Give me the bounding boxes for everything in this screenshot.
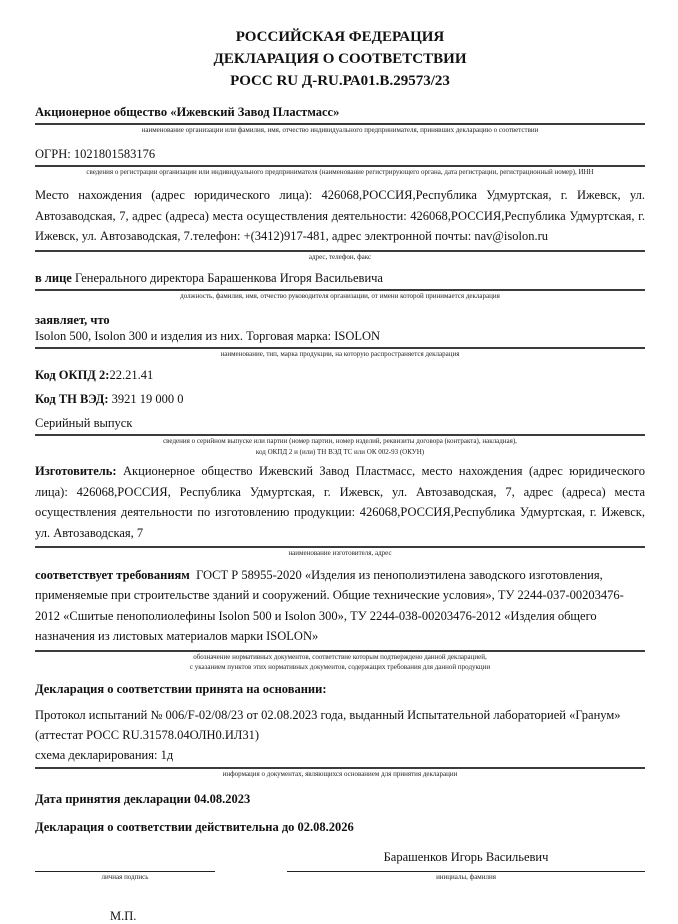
header-number: РОСС RU Д-RU.РА01.В.29573/23 <box>230 73 450 89</box>
signature-placeholder <box>35 849 215 865</box>
header-country: РОССИЙСКАЯ ФЕДЕРАЦИЯ <box>235 29 445 45</box>
okpd-line <box>35 367 645 383</box>
signature-left-column <box>35 849 215 883</box>
stamp-place-label: М.П. <box>110 908 137 923</box>
applicant-name-caption: наименование организации или фамилия, имя, отчество индивидуального предпринимателя, принявших декларацию о соответствии <box>141 126 539 134</box>
applicant-address: Место нахождения (адрес юридического лица): 426068,РОССИЯ,Республика Удмуртская, г. Ижевск, ул. Автозаводская, 7, адрес (адреса) места осуществления деятельности: 426068,РОССИЯ,Республика Удмуртская, г. Ижевск, ул. Автозаводская, 7.телефон: +(3412)917-481, адрес электронной почты: nav@isolon.ru <box>35 188 645 243</box>
declaration-scheme: схема декларирования: 1д <box>35 747 174 762</box>
divider <box>35 767 645 769</box>
applicant-name: Акционерное общество «Ижевский Завод Пластмасс» <box>35 105 340 119</box>
tnved-line <box>35 391 645 407</box>
protocol-paragraph: Протокол испытаний № 006/F-02/08/23 от 02.08.2023 года, выданный Испытательной лабораторией «Гранум» (аттестат РОСС RU.31578.04ОЛН0.ИЛ31) <box>35 707 621 742</box>
manufacturer-value: Акционерное общество Ижевский Завод Пластмасс, место нахождения (адрес юридического лица): 426068,РОССИЯ, Республика Удмуртская, г. Ижевск, ул. Автозаводская, 7, адрес (адреса) места осуществления деятельности по изготовлению продукции: 426068,РОССИЯ,Республика Удмуртская, г. Ижевск, ул. Автозаводская, 7 <box>35 464 645 540</box>
divider <box>35 250 645 252</box>
representative-caption: должность, фамилия, имя, отчество руководителя организации, от имени которой принимается декларация <box>180 292 500 300</box>
tnved-label: Код ТН ВЭД: <box>35 392 109 406</box>
valid-until-date: Декларация о соответствии действительна до 02.08.2026 <box>35 820 354 834</box>
manufacturer-caption: наименование изготовителя, адрес <box>288 549 392 557</box>
personal-signature-caption: личная подпись <box>101 873 149 881</box>
product-name: Isolon 500, Isolon 300 и изделия из них. Торговая марка: ISOLON <box>35 328 381 343</box>
adoption-date: Дата принятия декларации 04.08.2023 <box>35 792 251 806</box>
header-title: ДЕКЛАРАЦИЯ О СООТВЕТСТВИИ <box>213 51 467 67</box>
serial-release: Серийный выпуск <box>35 416 133 430</box>
divider <box>35 165 645 167</box>
okpd-label: Код ОКПД 2: <box>35 368 110 382</box>
compliance-caption-line1: обозначение нормативных документов, соответствие которым подтверждено данной декларацией, <box>193 652 487 661</box>
document-header <box>35 26 645 92</box>
signature-area <box>35 849 645 883</box>
compliance-value: ГОСТ Р 58955-2020 «Изделия из пенополиэтилена заводского изготовления, применяемые при строительстве зданий и сооружений. Общие технические условия», ТУ 2244-037-00203476-2012 «Сшитые пенополиолефины Isolon 500 и Isolon 300», ТУ 2244-038-00203476-2012 «Изделия общего назначения из листовых материалов марки ISOLON» <box>35 567 624 643</box>
initials-surname-caption: инициалы, фамилия <box>436 873 496 881</box>
compliance-caption-line2: с указанием пунктов этих нормативных документов, содержащих требования для данной продукции <box>189 663 491 671</box>
manufacturer-paragraph <box>35 461 645 543</box>
okpd-value: 22.21.41 <box>109 368 154 382</box>
divider <box>35 434 645 436</box>
signature-right-column <box>287 849 645 883</box>
ogrn-caption: сведения о регистрации организации или индивидуального предпринимателя (наименование регистрирующего органа, дата регистрации, регистрационный номер), ИНН <box>86 167 594 176</box>
compliance-paragraph <box>35 565 645 647</box>
divider <box>35 289 645 291</box>
compliance-label: соответствует требованиям <box>35 567 190 582</box>
basis-caption: информация о документах, являющихся основанием для принятия декларации <box>222 769 458 778</box>
divider <box>35 650 645 652</box>
signatory-name: Барашенков Игорь Васильевич <box>383 850 549 864</box>
serial-caption-line2: код ОКПД 2 и (или) ТН ВЭД ТС или ОК 002-93 (ОКУН) <box>255 447 425 456</box>
tnved-value: 3921 19 000 0 <box>111 392 184 406</box>
personal-signature-line <box>35 871 215 872</box>
product-caption: наименование, тип, марка продукции, на которую распространяется декларация <box>220 349 460 358</box>
divider <box>35 347 645 349</box>
divider <box>35 123 645 125</box>
manufacturer-label: Изготовитель: <box>35 464 117 478</box>
representative-line <box>35 270 645 286</box>
divider <box>35 546 645 548</box>
address-caption: адрес, телефон, факс <box>308 252 372 261</box>
basis-heading: Декларация о соответствии принята на основании: <box>35 681 327 696</box>
serial-caption-line1: сведения о серийном выпуске или партии (номер партии, номер изделий, реквизиты договора (контракта), накладная), <box>163 437 517 445</box>
initials-surname-line <box>287 871 645 872</box>
representative-value: Генерального директора Барашенкова Игоря Васильевича <box>74 271 383 285</box>
declares-label: заявляет, что <box>35 312 110 327</box>
representative-label: в лице <box>35 271 72 285</box>
ogrn-value: ОГРН: 1021801583176 <box>35 146 156 161</box>
